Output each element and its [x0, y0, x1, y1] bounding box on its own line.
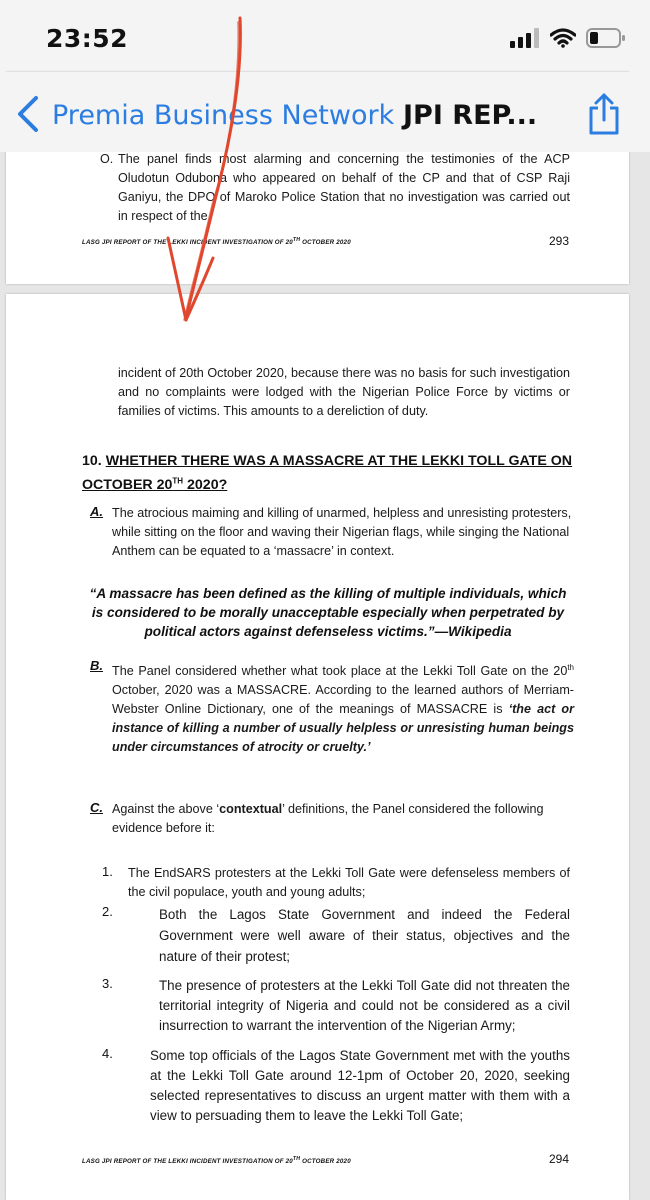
footer-text: LASG JPI REPORT OF THE LEKKI INCIDENT INVESTIGATION OF 20: [82, 1158, 293, 1166]
heading-number: 10.: [82, 453, 102, 469]
item-text-a: The atrocious maiming and killing of unarmed, helpless and unresisting protesters, while sitting on the floor and waving their Nigerian flags, while singing the National Anthem can be equated to a ‘massacre’ in context.: [112, 506, 572, 558]
footer-text: LASG JPI REPORT OF THE LEKKI INCIDENT INVESTIGATION OF 20: [82, 239, 293, 247]
list-item: The presence of protesters at the Lekki Toll Gate did not threaten the territorial integrity of Nigeria and could not be considered as a civil insurrection to warrant the intervention of the Nigerian Army;: [159, 978, 570, 1033]
item-text-c-part1: Against the above ‘: [112, 802, 220, 816]
wifi-icon: [550, 28, 576, 48]
list-item-number: 2.: [102, 904, 113, 919]
continuation-paragraph: incident of 20th October 2020, because there was no basis for such investigation and no complaints were lodged with the Nigerian Police Force by victims or families of victims. This amounts to a dereliction of duty.: [118, 366, 570, 418]
battery-icon: [586, 28, 626, 48]
navigation-bar: [0, 72, 650, 152]
page-footer: [82, 237, 351, 246]
heading-sup: TH: [172, 476, 184, 485]
massacre-definition: ‘the act or instance of killing a number of usually helpless or unresisting human beings under circumstances of atrocity or cruelty.’: [112, 702, 575, 755]
item-text-b-part2: October, 2020 was a MASSACRE. According to the learned authors of Merriam-Webster Online Dictionary, one of the meanings of MASSACRE is: [112, 683, 574, 717]
footer-sup: TH: [292, 237, 301, 243]
status-icons: [510, 28, 626, 48]
item-text-o: The panel finds most alarming and concerning the testimonies of the ACP Oludotun Odubona who appeared on behalf of the CP and that of CSP Raji Ganiyu, the DPO of Maroko Police Station that no investigation was carried out in respect of the: [118, 152, 570, 223]
heading-line-2: [82, 477, 227, 493]
page-footer: [82, 1156, 351, 1165]
list-item-number: 4.: [102, 1046, 113, 1061]
item-label-b: B.: [90, 658, 103, 673]
chevron-left-icon[interactable]: [14, 94, 44, 134]
item-label-a: A.: [90, 504, 103, 519]
item-text-c-bold: contextual: [219, 802, 283, 816]
item-label-c: C.: [90, 800, 103, 815]
list-item-number: 1.: [102, 864, 113, 879]
signal-icon: [510, 28, 540, 48]
item-label-o: O.: [100, 152, 114, 166]
wikipedia-quote: “A massacre has been defined as the killing of multiple individuals, which is considered to be morally unacceptable especially when perpetrated by political actors against defenseless victims.”—Wikipedia: [89, 586, 567, 639]
list-item: Some top officials of the Lagos State Government met with the youths at the Lekki Toll Gate around 12-1pm of October 20, 2020, seeking selected representatives to discuss an urgent matter with them with a view to persuading them to leave the Lekki Toll Gate;: [150, 1048, 570, 1123]
list-item-number: 3.: [102, 976, 113, 991]
item-text-c-part2: ’ definitions, the Panel considered the following evidence before it:: [112, 802, 544, 835]
footer-text-end: OCTOBER 2020: [300, 1158, 351, 1166]
heading-line-2-end: 2020?: [183, 476, 228, 493]
list-item: The EndSARS protesters at the Lekki Toll Gate were defenseless members of the civil populace, youth and young adults;: [128, 866, 570, 899]
footer-text-end: OCTOBER 2020: [300, 239, 351, 247]
page-number: 293: [549, 234, 570, 248]
item-text-b: [112, 658, 574, 757]
document-page-294: [6, 294, 629, 1200]
item-text-c: [112, 800, 574, 838]
heading-line-2-text: OCTOBER 20: [82, 476, 173, 493]
share-icon[interactable]: [586, 92, 622, 136]
status-bar: [0, 0, 650, 72]
heading-line-1: WHETHER THERE WAS A MASSACRE AT THE LEKKI TOLL GATE ON: [105, 453, 573, 469]
status-time: 23:52: [46, 24, 129, 53]
item-text-b-part1: The Panel considered whether what took place at the Lekki Toll Gate on the 20: [112, 664, 568, 679]
item-text-b-sup: th: [567, 663, 574, 672]
list-item: Both the Lagos State Government and indeed the Federal Government were well aware of their status, objectives and the nature of their protest;: [159, 907, 570, 964]
page-number: 294: [549, 1152, 570, 1166]
footer-sup: TH: [292, 1156, 301, 1162]
section-heading: [82, 452, 576, 495]
document-title: JPI REP...: [403, 100, 538, 131]
back-button[interactable]: Premia Business Network: [52, 100, 395, 131]
